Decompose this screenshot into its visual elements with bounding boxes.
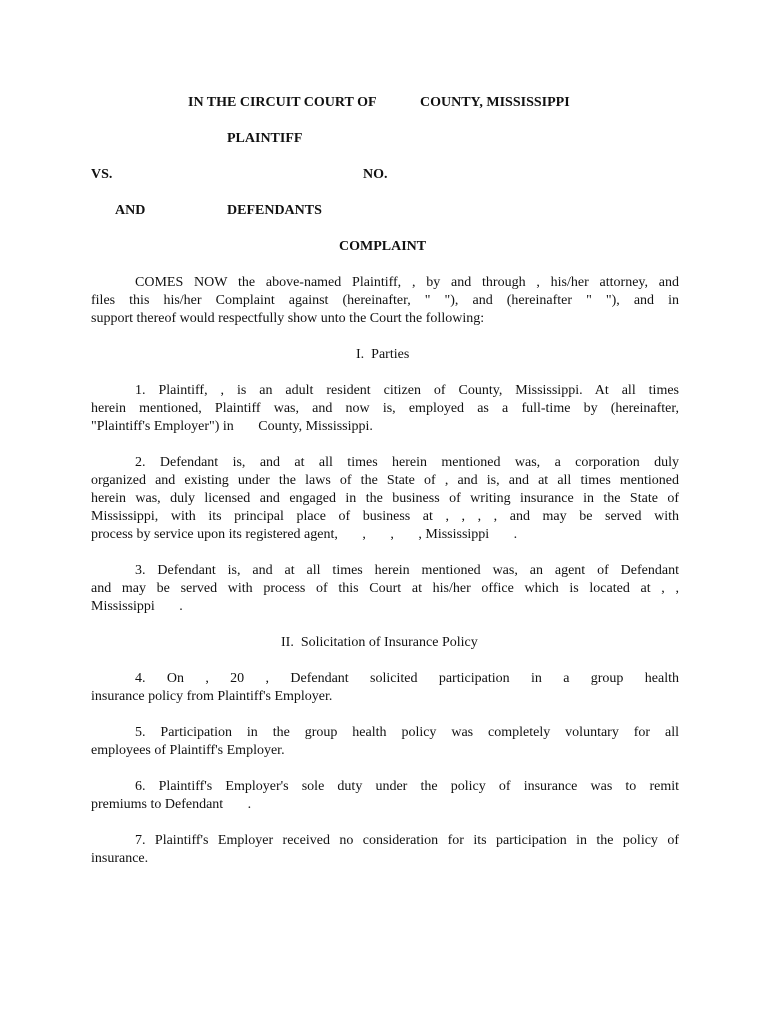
and-label: AND: [115, 203, 146, 218]
defendants-label: DEFENDANTS: [227, 203, 322, 218]
paragraph-line: "Plaintiff's Employer") in County, Mississippi.: [91, 419, 373, 434]
document-title: COMPLAINT: [339, 239, 427, 254]
intro-paragraph: [91, 274, 679, 328]
paragraph-line: Mississippi .: [91, 599, 183, 614]
paragraph-line: 7. Plaintiff's Employer received no consideration for its participation in the policy of: [135, 833, 679, 848]
court-heading-right: COUNTY, MISSISSIPPI: [420, 95, 570, 110]
paragraph-5: [91, 724, 679, 760]
versus-label: VS.: [91, 167, 113, 182]
court-heading-left: IN THE CIRCUIT COURT OF: [188, 95, 377, 110]
intro-line: COMES NOW the above-named Plaintiff, , by and through , his/her attorney, and: [135, 275, 679, 290]
paragraph-line: 2. Defendant is, and at all times herein mentioned was, a corporation duly: [135, 455, 679, 470]
paragraph-line: 4. On , 20 , Defendant solicited participation in a group health: [135, 671, 679, 686]
paragraph-line: employees of Plaintiff's Employer.: [91, 743, 285, 758]
section-heading-solicitation: II. Solicitation of Insurance Policy: [281, 635, 478, 650]
intro-line: support thereof would respectfully show unto the Court the following:: [91, 311, 485, 326]
intro-line: files this his/her Complaint against (hereinafter, " "), and (hereinafter " "), and in: [91, 293, 679, 308]
paragraph-line: 1. Plaintiff, , is an adult resident citizen of County, Mississippi. At all times: [135, 383, 679, 398]
case-number-label: NO.: [363, 167, 388, 182]
section-heading-parties: I. Parties: [356, 347, 410, 362]
paragraph-line: herein mentioned, Plaintiff was, and now is, employed as a full-time by (hereinafter,: [91, 401, 679, 416]
paragraph-line: insurance policy from Plaintiff's Employer.: [91, 689, 333, 704]
paragraph-line: insurance.: [91, 851, 149, 866]
paragraph-line: and may be served with process of this Court at his/her office which is located at , ,: [91, 581, 679, 596]
paragraph-line: 5. Participation in the group health policy was completely voluntary for all: [135, 725, 679, 740]
paragraph-4: [91, 670, 679, 706]
paragraph-line: premiums to Defendant .: [91, 797, 252, 812]
paragraph-line: herein was, duly licensed and engaged in the business of writing insurance in the State of: [91, 491, 679, 506]
paragraph-line: 3. Defendant is, and at all times herein mentioned was, an agent of Defendant: [135, 563, 679, 578]
paragraph-line: organized and existing under the laws of the State of , and is, and at all times mentioned: [91, 473, 679, 488]
paragraph-line: Mississippi, with its principal place of business at , , , , and may be served with: [91, 509, 679, 524]
plaintiff-label: PLAINTIFF: [227, 131, 303, 146]
paragraph-2: [91, 454, 679, 544]
paragraph-7: [91, 832, 679, 868]
paragraph-1: [91, 382, 679, 436]
paragraph-line: process by service upon its registered agent, , , , Mississippi .: [91, 527, 518, 542]
paragraph-6: [91, 778, 679, 814]
paragraph-line: 6. Plaintiff's Employer's sole duty under the policy of insurance was to remit: [135, 779, 679, 794]
paragraph-3: [91, 562, 679, 616]
